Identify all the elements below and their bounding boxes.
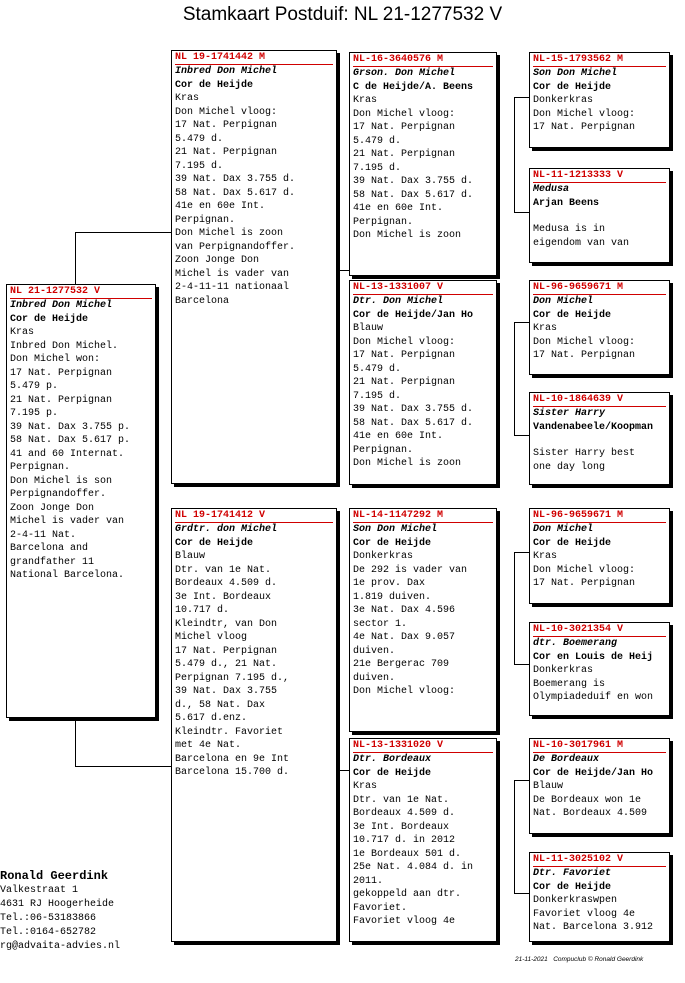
note-line: 7.195 d. [353, 390, 402, 402]
note-line: gekoppeld aan dtr. [353, 889, 462, 900]
connector [75, 718, 76, 766]
breeder: Cor de Heijde [533, 81, 612, 93]
pigeon-name: Don Michel [533, 296, 594, 307]
footer [515, 956, 643, 963]
footer-date: 21-11-2021 [515, 956, 548, 963]
ring-number: NL-15-1793562 M [533, 53, 666, 67]
note-line: 25e Nat. 4.084 d. in [353, 862, 474, 873]
note-line: Barcelona [175, 295, 230, 307]
connector [514, 552, 529, 553]
pigeon-card-mmf[interactable] [529, 738, 670, 834]
note-line: 5.479 d. [353, 135, 402, 147]
note-line: duiven. [353, 645, 396, 657]
note-line: 10.717 d. [175, 605, 230, 616]
note-line: 21 Nat. Perpignan [10, 394, 113, 406]
color: Donkerkras [533, 665, 594, 676]
note-line: Favoriet vloog 4e [533, 908, 636, 920]
connector [514, 97, 515, 212]
pigeon-name: Inbred Don Michel [175, 66, 278, 77]
note-line: 5.479 d. [175, 133, 224, 145]
note-line: 5.479 p. [10, 381, 59, 392]
breeder: Cor de Heijde [533, 537, 612, 549]
breeder: Cor de Heijde [10, 313, 89, 325]
breeder: Cor de Heijde [353, 767, 432, 779]
connector [514, 893, 529, 894]
note-line: Perpignan. [10, 462, 71, 473]
note-line: Don Michel vloog: [353, 686, 456, 697]
pigeon-name: De Bordeaux [533, 754, 600, 765]
pigeon-card-father-father[interactable] [349, 52, 497, 276]
note-line: 39 Nat. Dax 3.755 d. [175, 174, 296, 185]
note-line: 58 Nat. Dax 5.617 d. [353, 417, 474, 429]
color: Donkerkras [533, 95, 594, 106]
pigeon-card-fmf[interactable] [529, 280, 670, 375]
pigeon-card-fmm[interactable] [529, 392, 670, 485]
note-line: Perpignan. [353, 444, 414, 456]
pigeon-card-mfm[interactable] [529, 622, 670, 716]
owner-name: Ronald Geerdink [0, 869, 109, 883]
ring-number: NL 19-1741412 V [175, 509, 333, 523]
color: Kras [175, 93, 200, 104]
note-line: Zoon Jonge Don [175, 255, 260, 266]
pigeon-card-mother-father[interactable] [349, 508, 497, 732]
color: Kras [533, 551, 558, 562]
pigeon-name: Grdtr. don Michel [175, 524, 278, 535]
note-line: 3e Nat. Dax 4.596 [353, 605, 456, 616]
note-line: 39 Nat. Dax 3.755 p. [10, 421, 131, 433]
ring-number: NL-11-1213333 V [533, 169, 666, 183]
color: Donkerkraswpen [533, 895, 618, 906]
note-line: 41e en 60e Int. [353, 203, 444, 214]
note-line: Don Michel vloog: [533, 336, 636, 348]
ring-number: NL-10-3021354 V [533, 623, 666, 637]
breeder: Vandenabeele/Koopman [533, 421, 654, 433]
note-line: Perpignan. [353, 216, 414, 228]
breeder: Cor en Louis de Heij [533, 651, 654, 663]
note-line: one day long [533, 461, 606, 473]
note-line: Kleindtr. Favoriet [175, 726, 284, 738]
pigeon-name: Dtr. Bordeaux [353, 754, 432, 765]
pigeon-name: Son Don Michel [353, 524, 438, 535]
note-line: Bordeaux 4.509 d. [353, 808, 456, 819]
note-line: 17 Nat. Perpignan [533, 122, 636, 133]
note-line: Medusa is in [533, 224, 606, 235]
pigeon-name: Inbred Don Michel [10, 300, 113, 311]
ring-number: NL-10-3017961 M [533, 739, 666, 753]
pigeon-card-mmm[interactable] [529, 852, 670, 942]
note-line: 5.617 d.enz. [175, 713, 248, 724]
note-line: Barcelona and [10, 543, 89, 554]
ring-number: NL 21-1277532 V [10, 285, 152, 299]
note-line: eigendom van van [533, 237, 630, 249]
note-line: Dtr. van 1e Nat. [175, 564, 272, 576]
note-line: Barcelona en 9e Int [175, 753, 290, 765]
note-line: Bordeaux 4.509 d. [175, 578, 278, 589]
ring-number: NL-96-9659671 M [533, 509, 666, 523]
connector [514, 435, 529, 436]
note-line: Perpignandoffer. [10, 489, 107, 500]
note-line: Favoriet vloog 4e [353, 916, 456, 927]
connector [337, 612, 338, 842]
ring-number: NL-14-1147292 M [353, 509, 493, 523]
note-line: 17 Nat. Perpignan [175, 120, 278, 131]
note-line: 5.479 d., 21 Nat. [175, 659, 278, 670]
pigeon-name: dtr. Boemerang [533, 638, 618, 649]
note-line: Don Michel won: [10, 354, 101, 365]
ring-number: NL 19-1741442 M [175, 51, 333, 65]
color: Blauw [533, 781, 564, 792]
connector [514, 780, 515, 893]
note-line: 39 Nat. Dax 3.755 d. [353, 404, 474, 415]
note-line: grandfather 11 [10, 556, 95, 568]
ring-number: NL-13-1331020 V [353, 739, 493, 753]
pigeon-card-fff[interactable] [529, 52, 670, 148]
note-line: Michel is vader van [175, 268, 290, 280]
note-line: Don Michel vloog: [533, 564, 636, 576]
connector [337, 270, 349, 271]
breeder: Cor de Heijde [353, 537, 432, 549]
connector [75, 766, 171, 767]
note-line: Nat. Bordeaux 4.509 [533, 808, 648, 819]
note-line: Sister Harry best [533, 448, 636, 459]
note-line: National Barcelona. [10, 570, 125, 581]
connector [514, 552, 515, 664]
note-line: 5.479 d. [353, 363, 402, 375]
note-line: 41e en 60e Int. [175, 201, 266, 212]
color: Donkerkras [353, 551, 414, 562]
ring-number: NL-11-3025102 V [533, 853, 666, 867]
note-line: 21 Nat. Perpignan [353, 149, 456, 160]
note-line: Perpignan. [175, 214, 236, 226]
note-line: Don Michel vloog: [353, 336, 456, 348]
note-line: 2-4-11-11 nationaal [175, 282, 290, 293]
note-line: 1.819 duiven. [353, 591, 432, 603]
note-line: van Perpignandoffer. [175, 241, 296, 253]
connector [514, 212, 529, 213]
note-line: 4e Nat. Dax 9.057 [353, 632, 456, 643]
note-line: 1e Bordeaux 501 d. [353, 848, 462, 860]
note-line: Olympiadeduif en won [533, 692, 654, 703]
note-line: Nat. Barcelona 3.912 [533, 922, 654, 933]
pigeon-card-mother-mother[interactable] [349, 738, 497, 942]
note-line: Inbred Don Michel. [10, 340, 119, 352]
color: Blauw [175, 551, 206, 562]
breeder: Cor de Heijde [533, 309, 612, 321]
ring-number: NL-10-1864639 V [533, 393, 666, 407]
note-line: sector 1. [353, 618, 408, 630]
breeder: Cor de Heijde [175, 79, 254, 91]
pigeon-card-subject[interactable] [6, 284, 156, 718]
connector [337, 770, 349, 771]
pigeon-name: Son Don Michel [533, 68, 618, 79]
note-line: 39 Nat. Dax 3.755 d. [353, 176, 474, 187]
page-title: Stamkaart Postduif: NL 21-1277532 V [182, 4, 503, 25]
pigeon-card-ffm[interactable] [529, 168, 670, 263]
note-line: 21 Nat. Perpignan [353, 377, 456, 388]
footer-credit: Compuclub © Ronald Geerdink [553, 956, 644, 963]
note-line: Don Michel vloog: [175, 106, 278, 118]
note-line: met 4e Nat. [175, 740, 242, 751]
note-line: 1e prov. Dax [353, 578, 426, 589]
pigeon-card-mother[interactable] [171, 508, 337, 942]
note-line: 7.195 d. [353, 162, 402, 174]
breeder: Arjan Beens [533, 197, 600, 209]
color: Kras [533, 323, 558, 334]
color: Blauw [353, 323, 384, 334]
pigeon-card-father[interactable] [171, 50, 337, 484]
pigeon-card-father-mother[interactable] [349, 280, 497, 485]
note-line: 17 Nat. Perpignan [10, 367, 113, 379]
note-line: Don Michel is son [10, 475, 113, 487]
note-line: Kleindtr, van Don [175, 618, 278, 630]
note-line: 7.195 d. [175, 160, 224, 172]
note-line: Don Michel is zoon [353, 230, 462, 241]
breeder: C de Heijde/A. Beens [353, 81, 474, 93]
breeder: Cor de Heijde [533, 881, 612, 893]
ring-number: NL-13-1331007 V [353, 281, 493, 295]
note-line: 41e en 60e Int. [353, 431, 444, 442]
note-line: Boemerang is [533, 678, 606, 690]
note-line: 39 Nat. Dax 3.755 [175, 686, 278, 697]
breeder: Cor de Heijde [175, 537, 254, 549]
pigeon-card-mff[interactable] [529, 508, 670, 604]
note-line: 7.195 p. [10, 408, 59, 419]
connector [75, 232, 171, 233]
ring-number: NL-16-3640576 M [353, 53, 493, 67]
note-line: 17 Nat. Perpignan [353, 350, 456, 361]
note-line: Dtr. van 1e Nat. [353, 794, 450, 806]
note-line: duiven. [353, 672, 396, 684]
note-line: 10.717 d. in 2012 [353, 835, 456, 846]
pigeon-name: Don Michel [533, 524, 594, 535]
note-line: Don Michel vloog: [533, 108, 636, 120]
note-line: Favoriet. [353, 902, 408, 914]
owner-phone-mobile: Tel.:06-53183866 [0, 913, 97, 924]
note-line: 17 Nat. Perpignan [533, 578, 636, 589]
connector [514, 97, 529, 98]
color: Kras [10, 327, 35, 338]
note-line: 17 Nat. Perpignan [533, 350, 636, 361]
note-line: Don Michel is zoon [175, 228, 284, 239]
note-line: 2-4-11 Nat. [10, 529, 77, 541]
note-line: 2011. [353, 875, 384, 887]
connector [75, 232, 76, 284]
note-line: 17 Nat. Perpignan [175, 645, 278, 657]
note-line: 58 Nat. Dax 5.617 d. [175, 187, 296, 199]
breeder: Cor de Heijde/Jan Ho [533, 767, 654, 779]
pigeon-name: Grson. Don Michel [353, 68, 456, 79]
note-line: 58 Nat. Dax 5.617 p. [10, 435, 131, 446]
owner-phone: Tel.:0164-652782 [0, 927, 97, 938]
owner-address: Valkestraat 1 [0, 885, 79, 896]
color: Kras [353, 95, 378, 106]
pigeon-name: Dtr. Don Michel [353, 296, 444, 307]
note-line: Perpignan 7.195 d., [175, 672, 290, 684]
note-line: 21 Nat. Perpignan [175, 147, 278, 158]
color: Kras [353, 781, 378, 792]
note-line: Michel vloog [175, 632, 248, 643]
note-line: 3e Int. Bordeaux [175, 591, 272, 603]
connector [514, 780, 529, 781]
note-line: De 292 is vader van [353, 564, 468, 576]
breeder: Cor de Heijde/Jan Ho [353, 309, 474, 321]
note-line: d., 58 Nat. Dax [175, 699, 266, 711]
note-line: Don Michel is zoon [353, 458, 462, 469]
note-line: De Bordeaux won 1e [533, 794, 642, 806]
note-line: 58 Nat. Dax 5.617 d. [353, 189, 474, 201]
connector [514, 664, 529, 665]
note-line: Zoon Jonge Don [10, 502, 95, 514]
connector [514, 322, 515, 435]
spacer [533, 210, 666, 223]
pigeon-name: Medusa [533, 184, 570, 195]
note-line: 3e Int. Bordeaux [353, 821, 450, 833]
note-line: 21e Bergerac 709 [353, 659, 450, 670]
note-line: Michel is vader van [10, 516, 125, 527]
owner-city: 4631 RJ Hoogerheide [0, 899, 115, 910]
note-line: Don Michel vloog: [353, 108, 456, 120]
pigeon-name: Sister Harry [533, 408, 606, 419]
spacer [533, 434, 666, 447]
owner-email: rg@advaita-advies.nl [0, 941, 121, 952]
note-line: Barcelona 15.700 d. [175, 767, 290, 778]
owner-info [0, 868, 120, 954]
pigeon-name: Dtr. Favoriet [533, 868, 612, 879]
connector [514, 322, 529, 323]
note-line: 41 and 60 Internat. [10, 448, 125, 460]
note-line: 17 Nat. Perpignan [353, 122, 456, 133]
ring-number: NL-96-9659671 M [533, 281, 666, 295]
